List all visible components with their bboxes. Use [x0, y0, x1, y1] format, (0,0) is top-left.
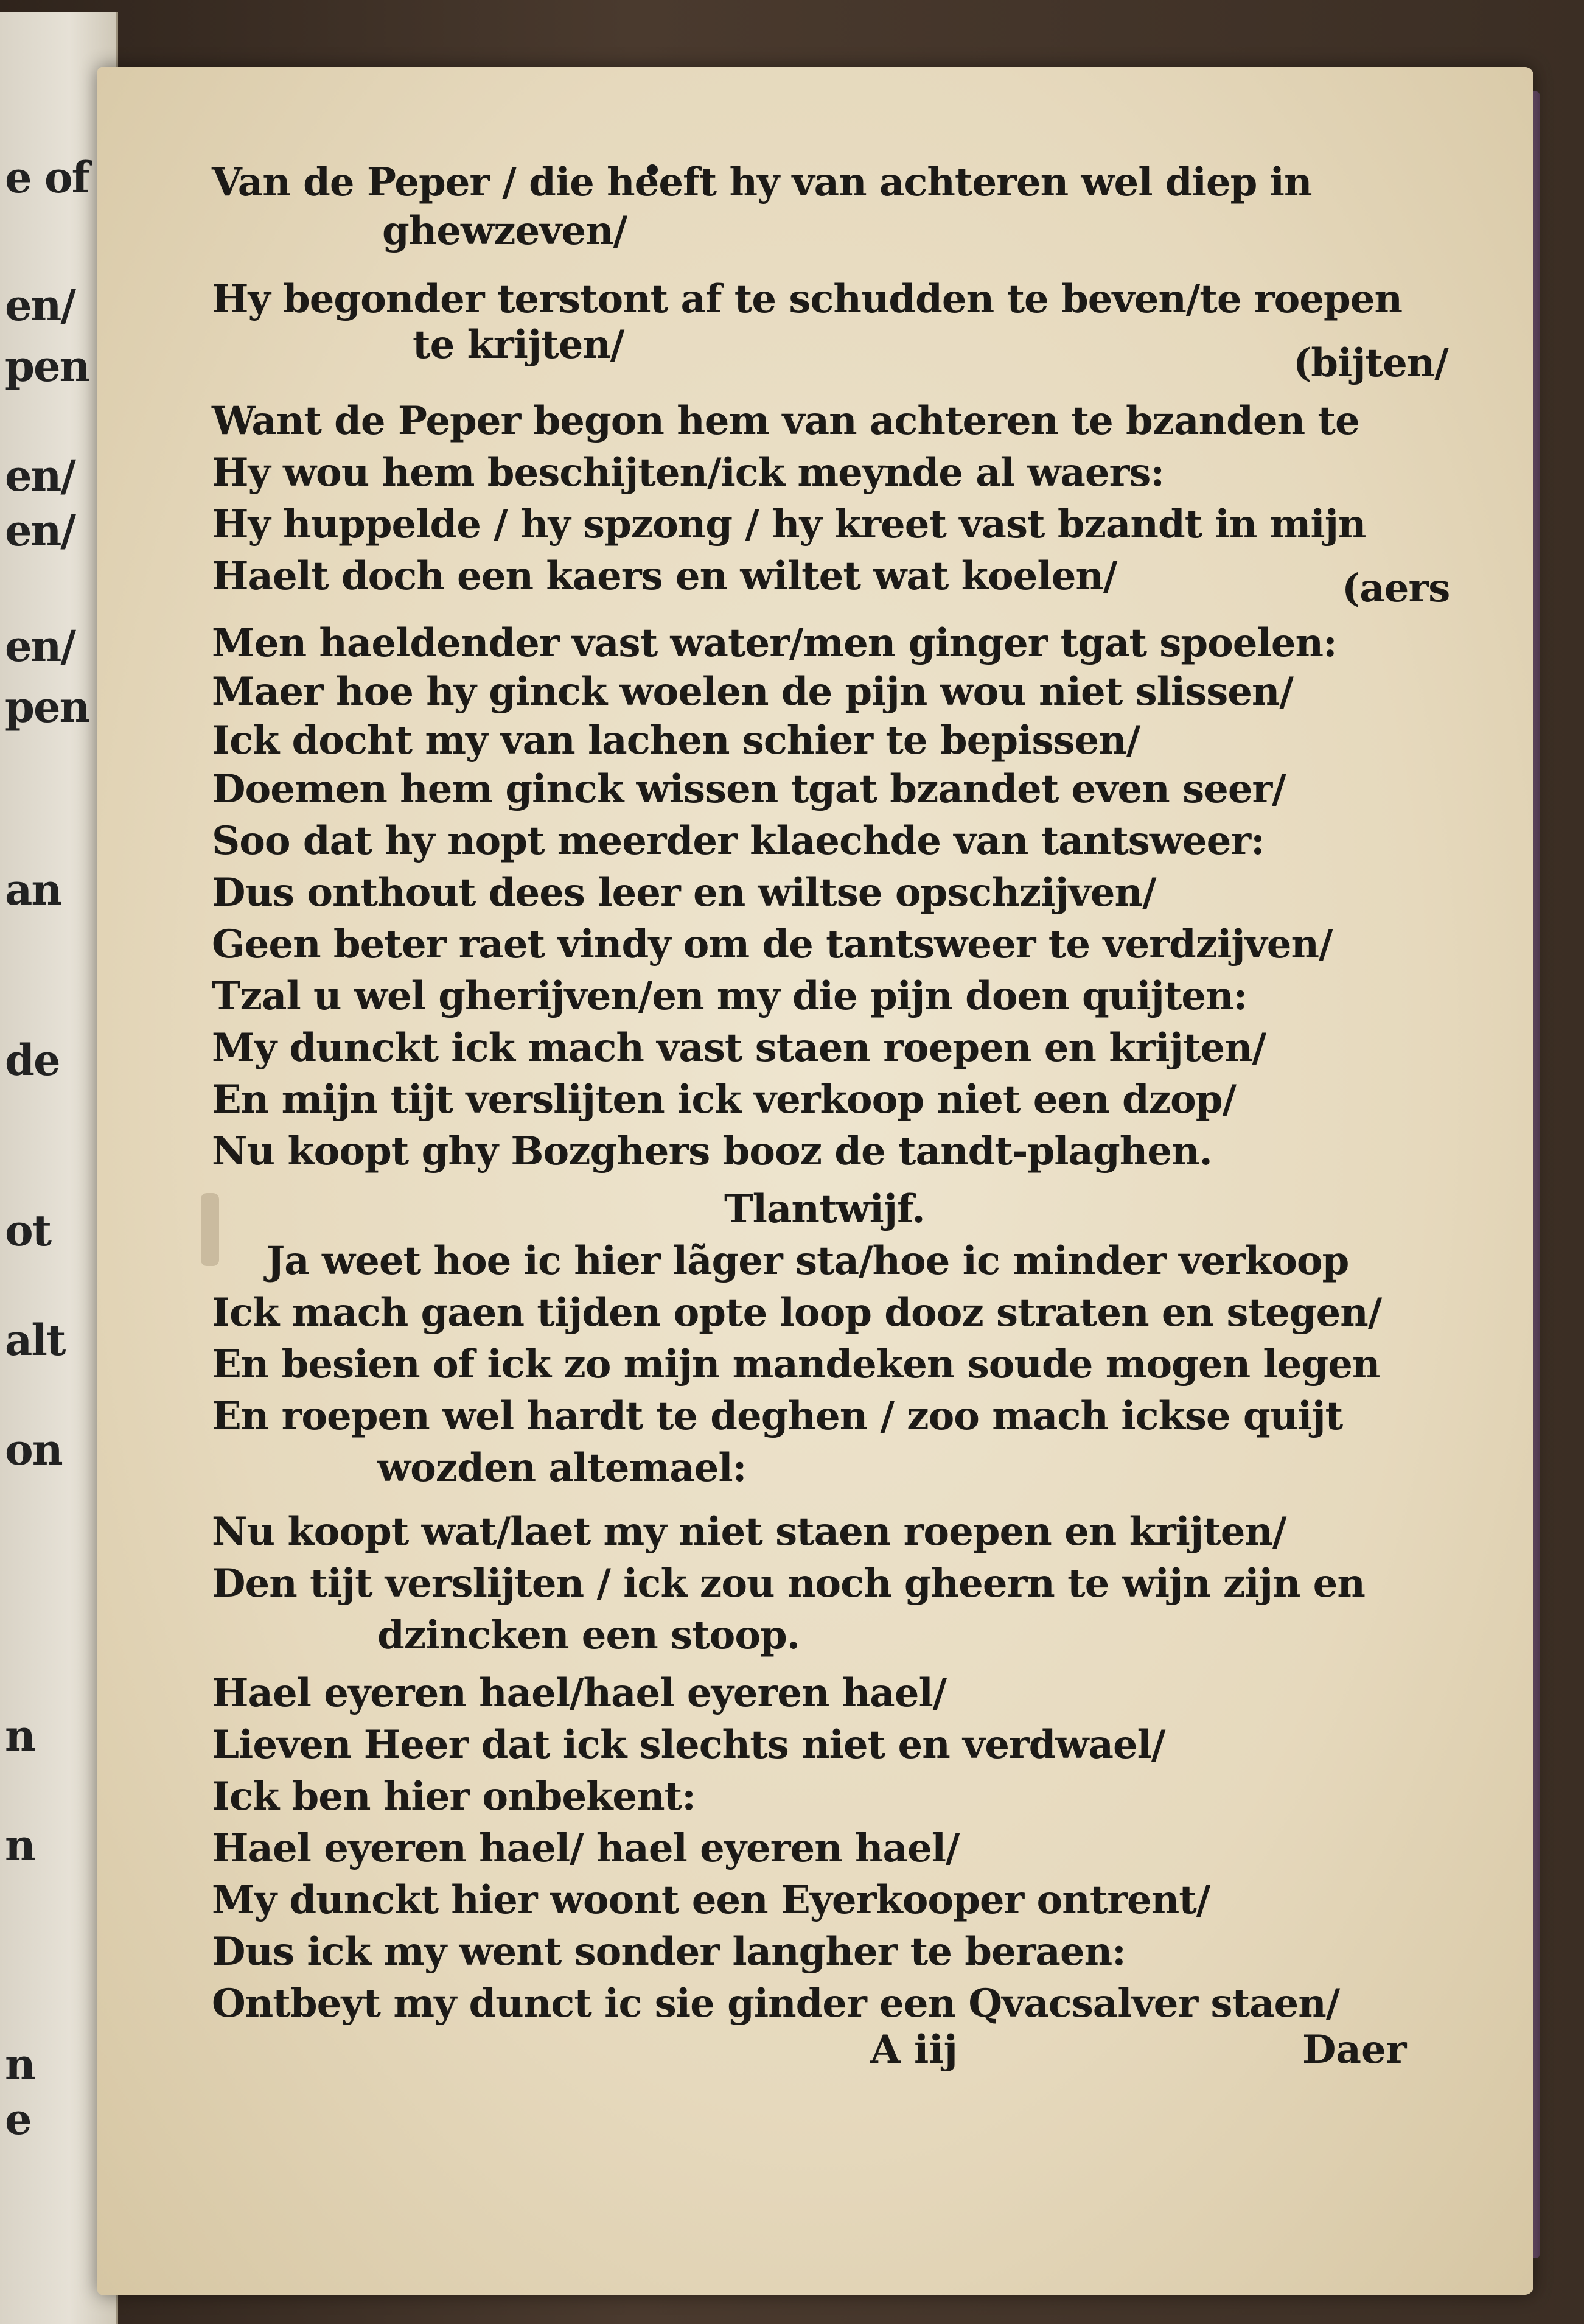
- text-line: Ja weet hoe ic hier lãger sta/hoe ic minder verkoop: [267, 1238, 1349, 1284]
- left-page-fragment: n: [5, 1710, 35, 1761]
- left-page-fragment: alt: [5, 1315, 65, 1365]
- left-page-fragment: en/: [5, 280, 75, 331]
- left-page-fragment: en/: [5, 450, 75, 501]
- left-page-fragment: e of: [5, 152, 89, 203]
- text-line: wozden altemael:: [377, 1445, 747, 1491]
- text-line: Men haeldender vast water/men ginger tgat spoelen:: [212, 620, 1337, 666]
- text-line: Soo dat hy nopt meerder klaechde van tantsweer:: [212, 818, 1265, 864]
- text-line: Nu koopt wat/laet my niet staen roepen en krijten/: [212, 1509, 1286, 1555]
- left-page-fragment: de: [5, 1035, 60, 1085]
- text-line: ghewzeven/: [382, 208, 627, 254]
- text-line: Nu koopt ghy Bozghers booz de tandt-plaghen.: [212, 1129, 1212, 1174]
- left-page-fragment: an: [5, 864, 61, 915]
- catchword: Daer: [1302, 2027, 1407, 2073]
- text-line: Van de Peper / die heeft hy van achteren wel diep in: [212, 159, 1312, 205]
- text-line: Hael eyeren hael/ hael eyeren hael/: [212, 1825, 960, 1871]
- text-line: (aers: [1342, 565, 1450, 611]
- text-line: En roepen wel hardt te deghen / zoo mach ickse quijt: [212, 1393, 1343, 1439]
- left-page-fragment: en/: [5, 621, 75, 671]
- text-line: Hy huppelde / hy spzong / hy kreet vast bzandt in mijn: [212, 502, 1366, 547]
- text-line: Lieven Heer dat ick slechts niet en verdwael/: [212, 1722, 1165, 1768]
- text-line: Haelt doch een kaers en wiltet wat koelen/: [212, 553, 1117, 599]
- text-line: Doemen hem ginck wissen tgat bzandet even seer/: [212, 766, 1286, 812]
- text-line: Ick mach gaen tijden opte loop dooz straten en stegen/: [212, 1290, 1382, 1335]
- left-page-fragment: pen: [5, 682, 89, 732]
- text-line: Hy begonder terstont af te schudden te beven/te roepen: [212, 276, 1402, 322]
- text-line: te krijten/: [413, 322, 624, 368]
- signature-mark: A iij: [870, 2027, 958, 2073]
- text-line: Den tijt verslijten / ick zou noch gheern te wijn zijn en: [212, 1561, 1365, 1606]
- text-line: Want de Peper begon hem van achteren te bzanden te: [212, 398, 1359, 444]
- left-page-fragment: n: [5, 1820, 35, 1871]
- left-page-fragment: on: [5, 1424, 62, 1475]
- text-line: Dus ick my went sonder langher te beraen:: [212, 1929, 1126, 1975]
- text-line: Ick docht my van lachen schier te bepissen/: [212, 718, 1140, 763]
- text-line: En mijn tijt verslijten ick verkoop niet een dzop/: [212, 1077, 1236, 1122]
- left-page-fragment: en/: [5, 505, 75, 556]
- text-line: My dunckt hier woont een Eyerkooper ontrent/: [212, 1877, 1210, 1923]
- text-line: Hael eyeren hael/hael eyeren hael/: [212, 1670, 947, 1716]
- section-heading: Tlantwijf.: [724, 1186, 925, 1232]
- paper-stain: [201, 1193, 219, 1266]
- text-line: En besien of ick zo mijn mandeken soude mogen legen: [212, 1342, 1380, 1387]
- text-line: Hy wou hem beschijten/ick meynde al waers:: [212, 450, 1164, 495]
- text-line: Dus onthout dees leer en wiltse opschzijven/: [212, 870, 1156, 915]
- text-line: My dunckt ick mach vast staen roepen en krijten/: [212, 1025, 1266, 1071]
- left-page-fragment: n: [5, 2039, 35, 2090]
- text-line: Geen beter raet vindy om de tantsweer te verdzijven/: [212, 922, 1333, 967]
- text-line: Tzal u wel gherijven/en my die pijn doen quijten:: [212, 973, 1247, 1019]
- text-line: Ontbeyt my dunct ic sie ginder een Qvacsalver staen/: [212, 1981, 1340, 2026]
- text-line: Ick ben hier onbekent:: [212, 1774, 696, 1819]
- text-line: Maer hoe hy ginck woelen de pijn wou niet slissen/: [212, 669, 1293, 715]
- left-page-fragment: e: [5, 2094, 31, 2144]
- text-line: (bijten/: [1293, 340, 1448, 386]
- left-page-fragment: ot: [5, 1205, 51, 1256]
- text-line: dzincken een stoop.: [377, 1612, 800, 1658]
- left-page-fragment: pen: [5, 341, 89, 391]
